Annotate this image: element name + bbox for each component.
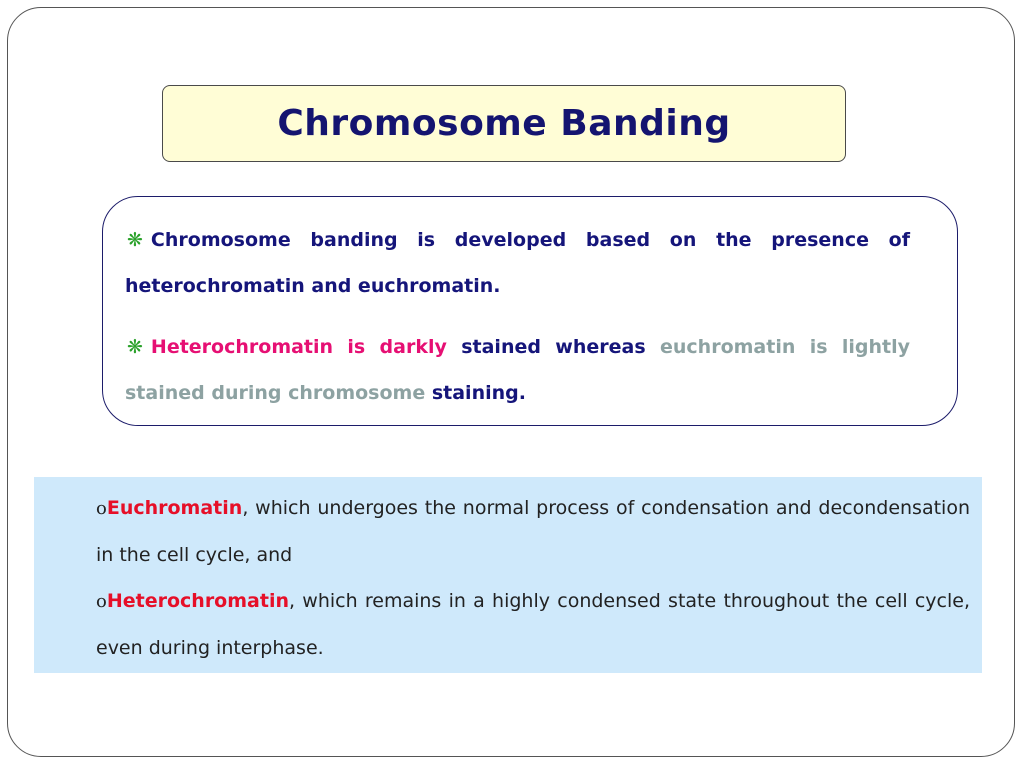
- term-heterochromatin: Heterochromatin: [106, 590, 289, 612]
- info-euchromatin-phrase: euchromatin is lightly stained during chromosome: [125, 336, 910, 404]
- star-bullet-icon: ❋: [127, 229, 143, 251]
- info-stained-whereas: stained whereas: [461, 336, 646, 358]
- info-staining-end: staining.: [431, 382, 526, 404]
- definition-heterochromatin-text: , which remains in a highly condensed state throughout the cell cycle, even during interphase.: [96, 590, 970, 659]
- info-box: [102, 196, 958, 426]
- title-box: [162, 85, 846, 162]
- info-paragraph-2: [125, 324, 910, 416]
- star-bullet-icon: ❋: [127, 336, 143, 358]
- circle-bullet-icon: o: [96, 591, 107, 612]
- slide-title: Chromosome Banding: [277, 103, 731, 144]
- info-heterochromatin-phrase: Heterochromatin is darkly: [150, 336, 447, 358]
- definitions-list: [96, 485, 970, 671]
- definition-heterochromatin: [96, 578, 970, 671]
- circle-bullet-icon: o: [96, 498, 107, 519]
- definitions-panel: [34, 477, 982, 673]
- info-paragraph-1-text: Chromosome banding is developed based on the presence of heterochromatin and euchromatin.: [125, 229, 910, 297]
- definition-euchromatin: [96, 485, 970, 578]
- definition-euchromatin-text: , which undergoes the normal process of condensation and decondensation in the cell cycle, and: [96, 497, 970, 566]
- term-euchromatin: Euchromatin: [106, 497, 243, 519]
- info-paragraph-1: [125, 217, 910, 309]
